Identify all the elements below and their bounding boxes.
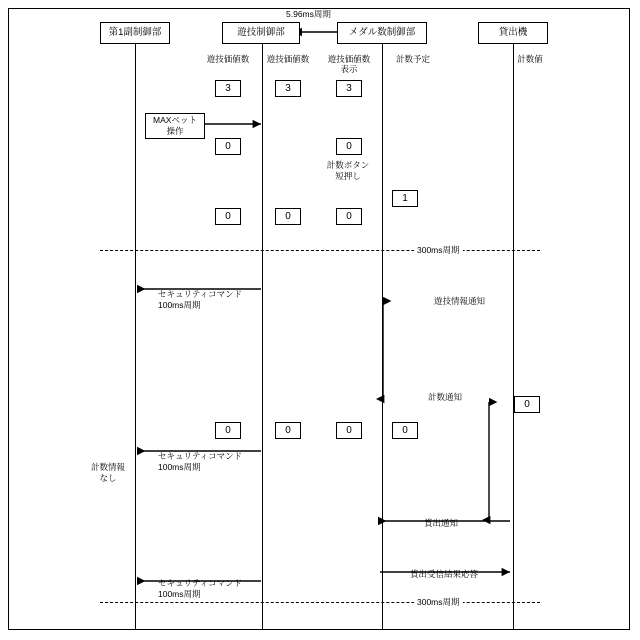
- top-period-label: 5.96ms周期: [286, 9, 331, 19]
- value-game-value-2-row1: 3: [275, 80, 301, 97]
- note-security-command-1: セキュリティコマンド 100ms周期: [158, 289, 243, 310]
- note-lend-receive-response: 貸出受信結果応答: [410, 569, 479, 579]
- lane-head-medal-count-control: メダル数制御部: [337, 22, 427, 44]
- lane-line-lender: [513, 44, 514, 630]
- arrow-game-info-notice: [376, 295, 390, 405]
- lane-line-main-control: [135, 44, 136, 630]
- column-label-count-schedule: 計数予定: [395, 54, 430, 64]
- column-label-game-value-count-display: 遊技価値数 表示: [327, 54, 371, 75]
- column-label-count-value: 計数値: [517, 54, 543, 64]
- arrow-max-bet-to-game-control: [205, 118, 265, 132]
- period-marker-bottom: 300ms周期: [414, 596, 463, 608]
- period-line-top: [100, 250, 540, 251]
- column-label-game-value-count-1: 遊技価値数: [206, 54, 250, 64]
- note-no-count-info: 計数情報 なし: [90, 462, 125, 483]
- lane-head-game-control: 遊技制御部: [222, 22, 300, 44]
- value-count-schedule-row5: 0: [392, 422, 418, 439]
- lane-head-main-control: 第1副制御部: [100, 22, 170, 44]
- note-game-info-notice: 遊技情報通知: [434, 296, 486, 306]
- arrow-lend-vertical: [482, 398, 496, 524]
- diagram-frame: [8, 8, 630, 630]
- value-display-row4: 0: [336, 208, 362, 225]
- value-count-value: 0: [514, 396, 540, 413]
- value-display-row5: 0: [336, 422, 362, 439]
- column-label-game-value-count-2: 遊技価値数: [266, 54, 310, 64]
- value-game-value-1-row5: 0: [215, 422, 241, 439]
- value-display-row2: 0: [336, 138, 362, 155]
- value-display-row1: 3: [336, 80, 362, 97]
- value-game-value-2-row4: 0: [275, 208, 301, 225]
- value-game-value-1-row2: 0: [215, 138, 241, 155]
- period-marker-top: 300ms周期: [414, 244, 463, 256]
- note-count-button-press: 計数ボタン 短押し: [326, 160, 370, 181]
- operation-max-bet: MAXベット 操作: [145, 113, 205, 139]
- lane-head-lender: 貸出機: [478, 22, 548, 44]
- period-line-bottom: [100, 602, 540, 603]
- note-lend-notice: 貸出通知: [424, 518, 459, 528]
- note-count-notice: 計数通知: [428, 392, 463, 402]
- value-count-schedule-row3: 1: [392, 190, 418, 207]
- value-game-value-1-row4: 0: [215, 208, 241, 225]
- note-security-command-2: セキュリティコマンド 100ms周期: [158, 451, 243, 472]
- value-game-value-2-row5: 0: [275, 422, 301, 439]
- value-game-value-1-row1: 3: [215, 80, 241, 97]
- note-security-command-3: セキュリティコマンド 100ms周期: [158, 578, 243, 599]
